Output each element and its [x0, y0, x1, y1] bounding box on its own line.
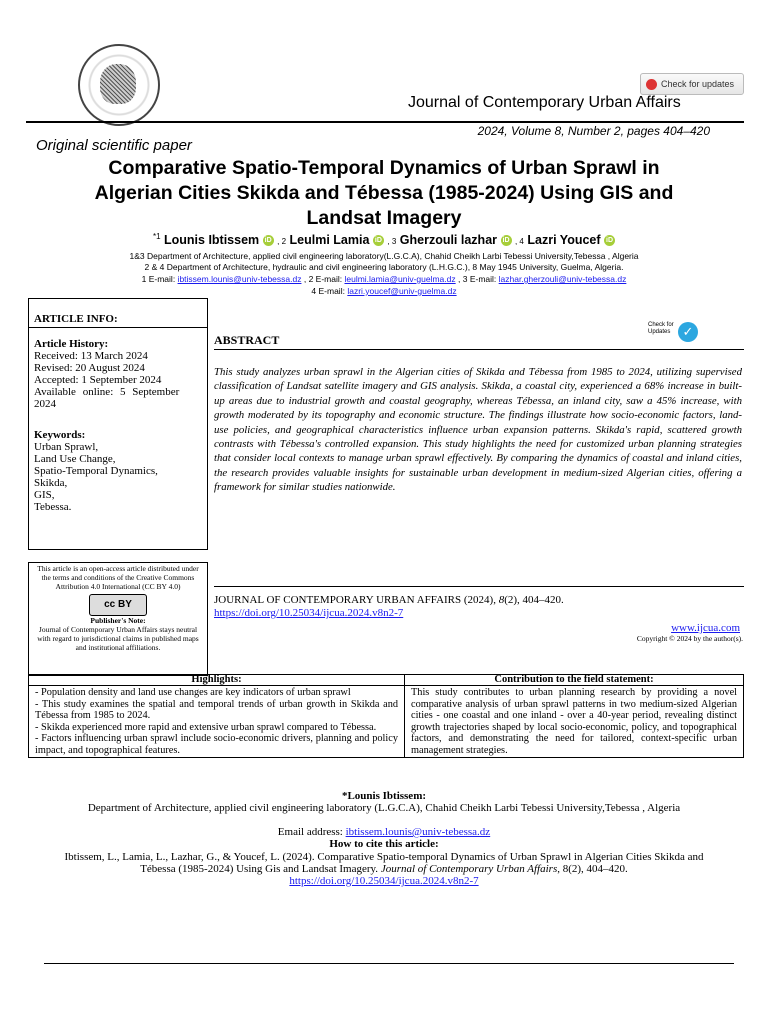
keywords-heading: Keywords: — [34, 429, 86, 441]
email-label: Email address: — [277, 826, 346, 838]
citation-rest: (2), 404–420. — [504, 594, 564, 606]
author-marker: *1 — [152, 232, 161, 241]
doi-link[interactable]: https://doi.org/10.25034/ijcua.2024.v8n2-7 — [289, 875, 479, 887]
email-link[interactable]: ibtissem.lounis@univ-tebessa.dz — [177, 274, 302, 284]
cite-line: Ibtissem, L., Lamia, L., Lazhar, G., & Youcef, L. (2024). Comparative Spatio-temporal Dynamics of Urban Sprawl in Algerian Cities Skikda and — [64, 851, 704, 863]
citation-divider — [214, 586, 744, 587]
date-received: Received: 13 March 2024 — [34, 350, 148, 362]
article-history — [34, 338, 179, 410]
journal-seal-logo — [78, 44, 160, 126]
publisher-note-heading: Publisher's Note: — [90, 616, 146, 625]
journal-title: Journal of Contemporary Urban Affairs — [408, 94, 681, 111]
keyword: Urban Sprawl, — [34, 441, 99, 453]
abstract-divider — [214, 349, 744, 350]
checkmark-icon: ✓ — [678, 322, 698, 342]
title-line: Algerian Cities Skikda and Tébessa (1985-2024) Using GIS and — [94, 182, 674, 204]
header-divider — [26, 121, 744, 123]
highlight-item: - Population density and land use changes are key indicators of urban sprawl — [35, 687, 351, 698]
email-label: , 2 E-mail: — [303, 274, 343, 284]
journal-site-link — [0, 622, 740, 634]
author-name: Lounis Ibtissem — [164, 233, 260, 248]
keyword: Spatio-Temporal Dynamics, — [34, 465, 158, 477]
author-name: Gherzouli lazhar — [399, 233, 498, 248]
author-marker: , 3 — [387, 237, 397, 247]
paper-title — [30, 156, 738, 231]
highlight-item: - This study examines the spatial and temporal trends of urban growth in Skikda and Tébessa from 1985 to 2024. — [35, 698, 398, 721]
check-updates-label: Check for updates — [661, 79, 735, 89]
date-available-year: 2024 — [34, 398, 56, 410]
cite-line — [0, 863, 768, 875]
license-box — [28, 562, 208, 676]
citation-journal: JOURNAL OF CONTEMPORARY URBAN AFFAIRS (2024), — [214, 594, 499, 606]
author-marker: , 2 — [277, 237, 287, 247]
author-list — [30, 232, 738, 247]
highlight-item: - Skikda experienced more rapid and extensive urban sprawl compared to Tébessa. — [35, 721, 377, 733]
journal-citation — [214, 594, 744, 620]
check-updates-text: Check for Updates — [648, 322, 674, 335]
affiliation: 2 & 4 Department of Architecture, hydraulic and civil engineering laboratory (L.H.G.C.), 8 May 1945 University, Guelma, Algeria. — [144, 262, 624, 272]
keyword: Skikda, — [34, 477, 68, 489]
orcid-icon[interactable]: iD — [502, 237, 510, 245]
author-marker: , 4 — [514, 237, 524, 247]
orcid-icon[interactable]: iD — [606, 237, 614, 245]
affiliation: 1&3 Department of Architecture, applied civil engineering laboratory(L.G.C.A), Chahid Cheikh Larbi Tebessi University,Tebessa , Algeria — [129, 251, 639, 261]
history-heading: Article History: — [34, 338, 109, 350]
email-line — [30, 274, 738, 284]
info-divider — [28, 327, 208, 328]
email-link[interactable]: lazhar.gherzouli@univ-tebessa.dz — [498, 274, 627, 284]
paper-type: Original scientific paper — [36, 137, 192, 154]
email-link[interactable]: lazri.youcef@univ-guelma.dz — [347, 286, 457, 296]
citation-volume: 8 — [498, 594, 505, 606]
keyword: Tebessa. — [34, 501, 72, 513]
email-line — [30, 286, 738, 296]
author-name: Lazri Youcef — [527, 233, 601, 248]
cite-doi — [0, 875, 768, 887]
footer-divider — [44, 963, 734, 964]
corresponding-affiliation: Department of Architecture, applied civil engineering laboratory (L.G.C.A), Chahid Cheikh Larbi Tebessi University,Tebessa , Algeria — [87, 802, 681, 814]
site-link[interactable]: www.ijcua.com — [671, 622, 740, 634]
publisher-note: Journal of Contemporary Urban Affairs stays neutral with regard to jurisdictional claims in published maps and institutional affiliations. — [37, 625, 199, 652]
keyword: GIS, — [34, 489, 55, 501]
highlight-item: - Factors influencing urban sprawl include socio-economic drivers, planning and policy impact, and topographical features. — [35, 733, 398, 756]
doi-link[interactable]: https://doi.org/10.25034/ijcua.2024.v8n2-7 — [214, 607, 404, 619]
date-revised: Revised: 20 August 2024 — [34, 362, 145, 374]
email-label: , 3 E-mail: — [458, 274, 497, 284]
highlights-cell — [29, 686, 405, 758]
date-accepted: Accepted: 1 September 2024 — [34, 374, 162, 386]
corresponding-email — [0, 826, 768, 838]
check-for-updates-badge[interactable] — [648, 322, 700, 344]
contribution-cell: This study contributes to urban planning research by providing a novel comparative analysis of urban sprawl patterns in two medium-sized Algerian cities - one coastal and one inland - over a 40-year period, revealing distinct growth trajectories shaped by local socio-economic, policy, and topographical factors, and demonstrating the need for tailored, context-specific urban management strategies. — [405, 686, 744, 758]
license-text: This article is an open-access article distributed under the terms and conditions of the Creative Commons Attribution 4.0 International (CC BY 4.0) — [37, 564, 199, 591]
check-for-updates-button[interactable] — [640, 73, 744, 95]
highlights-header: Highlights: — [29, 675, 405, 686]
cite-heading: How to cite this article: — [329, 838, 439, 850]
keyword: Land Use Change, — [34, 453, 116, 465]
cite-text: , 8(2), 404–420. — [557, 863, 628, 875]
email-label: 1 E-mail: — [141, 274, 176, 284]
orcid-icon[interactable]: iD — [374, 237, 382, 245]
cite-journal: Journal of Contemporary Urban Affairs — [380, 863, 558, 875]
owl-emblem-icon — [100, 64, 136, 104]
author-name: Leulmi Lamia — [289, 233, 370, 248]
orcid-icon[interactable]: iD — [264, 237, 272, 245]
issue-line: 2024, Volume 8, Number 2, pages 404–420 — [477, 124, 710, 138]
email-label: 4 E-mail: — [311, 286, 345, 296]
title-line: Comparative Spatio-Temporal Dynamics of Urban Sprawl in — [108, 157, 660, 179]
email-link[interactable]: leulmi.lamia@univ-guelma.dz — [344, 274, 456, 284]
corresponding-author: *Lounis Ibtissem: — [341, 790, 427, 802]
cite-text: Tébessa (1985-2024) Using Gis and Landsat Imagery. — [140, 863, 381, 875]
keywords — [34, 429, 158, 513]
crossmark-icon — [646, 79, 657, 90]
title-line: Landsat Imagery — [306, 207, 462, 229]
article-info-heading: ARTICLE INFO: — [34, 313, 118, 325]
date-available: Available online: 5 September — [34, 386, 180, 398]
email-link[interactable]: ibtissem.lounis@univ-tebessa.dz — [345, 826, 491, 838]
abstract-heading: ABSTRACT — [214, 333, 280, 347]
cc-by-logo[interactable]: cc BY — [89, 594, 147, 616]
copyright-notice: Copyright © 2024 by the author(s). — [636, 634, 743, 643]
contribution-header: Contribution to the field statement: — [405, 675, 744, 686]
highlights-table — [28, 674, 744, 758]
abstract-text: This study analyzes urban sprawl in the Algerian cities of Skikda and Tébessa from 1985 to 2024, utilizing supervised classification of Landsat satellite imagery and GIS analysis. Skikda, a coastal city, experienced a 68% increase in built-up areas due to industrial growth and coastal geography, whereas Tébessa, an inland city, saw a 45% increase, with growth moderated by its topography and economic structure. The findings illustrate how socio-economic factors, land-use policies, and geographical characteristics influence urban expansion patterns. Skikda's rapid, scattered growth contrasts with Tébessa's controlled expansion. This study highlights the need for customized urban planning strategies that consider local contexts to manage urban sprawl effectively. By comparing the dynamics of coastal and inland cities, the research provides valuable insights for sustainable urban development in medium-sized Algerian cities, offering a framework for similar studies nationwide. — [214, 366, 742, 494]
